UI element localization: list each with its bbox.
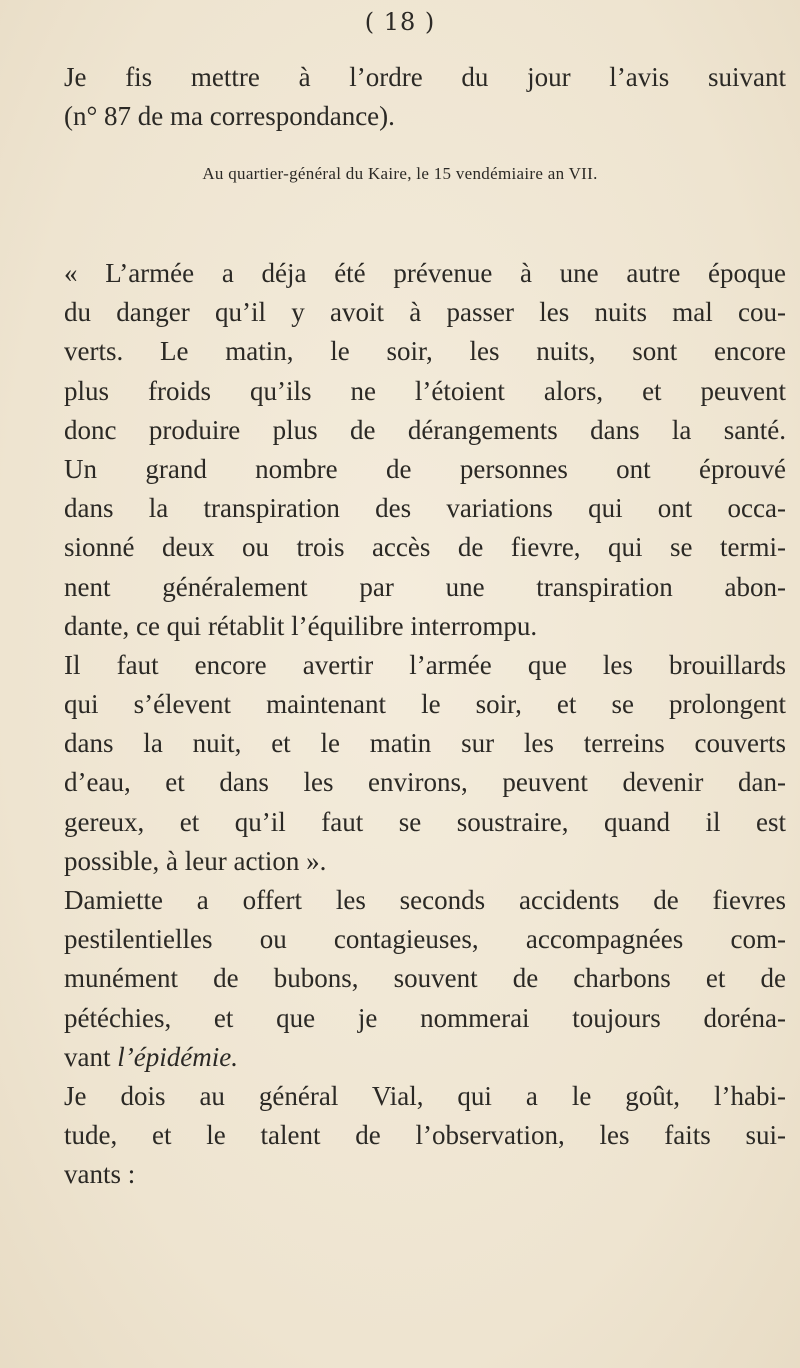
text-line: Un grand nombre de personnes ont éprouvé (64, 453, 786, 484)
text-line: vants : (64, 1159, 136, 1190)
text-line: Je fis mettre à l’ordre du jour l’avis suivant (64, 62, 786, 92)
text-line: Il faut encore avertir l’armée que les brouillards (64, 649, 786, 680)
text-line: du danger qu’il y avoit à passer les nuits mal cou- (64, 297, 786, 328)
text-line: donc produire plus de dérangements dans la santé. (64, 414, 786, 445)
text-line: munément de bubons, souvent de charbons et de (64, 963, 786, 994)
text-line: dante, ce qui rétablit l’équilibre interrompu. (64, 610, 538, 641)
text-line: nent généralement par une transpiration abon- (64, 571, 786, 602)
text-line: possible, à leur action ». (64, 845, 327, 876)
main-text (64, 254, 786, 1195)
text-line: Je dois au général Vial, qui a le goût, l’habi- (64, 1080, 786, 1111)
dateline: Au quartier-général du Kaire, le 15 vendémiaire an VII. (202, 164, 598, 183)
text-line: sionné deux ou trois accès de fievre, qui se termi- (64, 532, 786, 563)
text-line: d’eau, et dans les environs, peuvent devenir dan- (64, 767, 786, 798)
italic-term: l’épidémie. (117, 1041, 238, 1072)
text-line: (n° 87 de ma correspondance). (64, 101, 395, 132)
text-line: plus froids qu’ils ne l’étoient alors, et peuvent (64, 375, 786, 406)
text-line (64, 1038, 786, 1077)
text-line: « L’armée a déja été prévenue à une autre époque (64, 258, 786, 288)
text-line: pestilentielles ou contagieuses, accompagnées com- (64, 924, 786, 955)
text-fragment: vant (64, 1041, 111, 1072)
text-line: dans la transpiration des variations qui ont occa- (64, 493, 786, 524)
text-line: gereux, et qu’il faut se soustraire, quand il est (64, 806, 786, 837)
text-line: Damiette a offert les seconds accidents de fievres (64, 885, 786, 915)
text-line: verts. Le matin, le soir, les nuits, sont encore (64, 336, 786, 367)
text-line: qui s’élevent maintenant le soir, et se prolongent (64, 689, 786, 720)
text-line: tude, et le talent de l’observation, les faits sui- (64, 1120, 786, 1151)
page-number: ( 18 ) (364, 8, 436, 36)
text-line: dans la nuit, et le matin sur les terreins couverts (64, 728, 786, 759)
text-line: pétéchies, et que je nommerai toujours doréna- (64, 1002, 786, 1033)
intro-paragraph (64, 58, 786, 136)
